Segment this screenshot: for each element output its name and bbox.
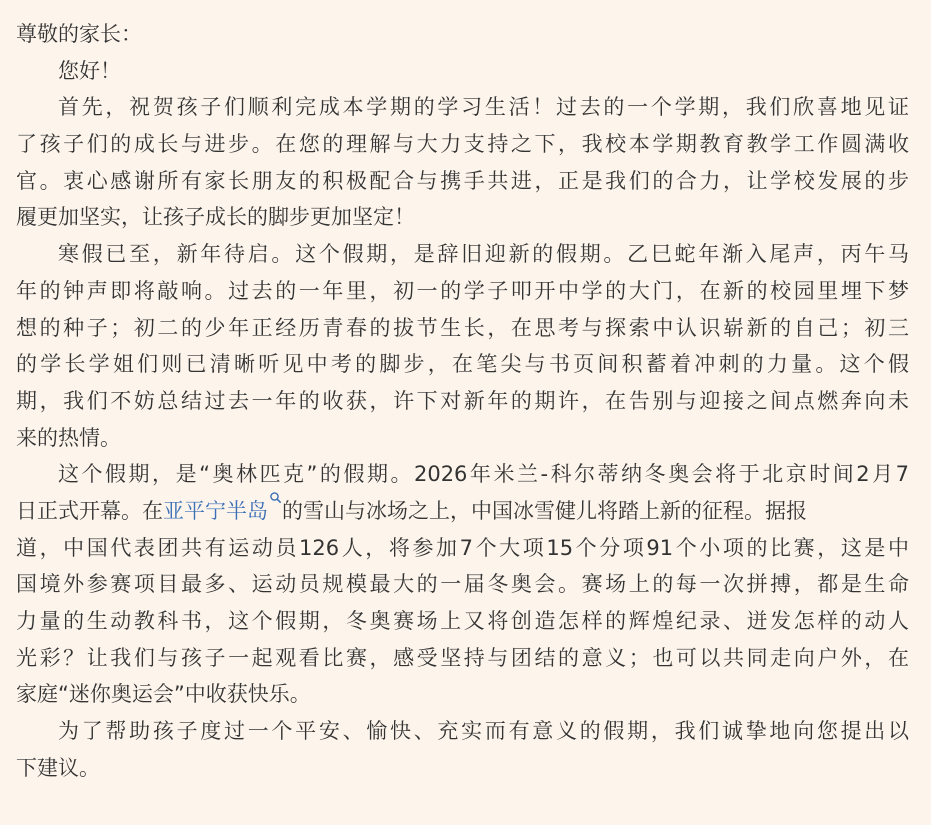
- paragraph-suggestions: [16, 713, 909, 786]
- paragraph-winter-break: [16, 236, 909, 456]
- paragraph-line: 力量的生动教科书，这个假期，冬奥赛场上又将创造怎样的辉煌纪录、迸发怎样的动人: [16, 609, 909, 633]
- paragraph-line: 期，我们不妨总结过去一年的收获，许下对新年的期许，在告别与迎接之间点燃奔向未: [16, 388, 909, 413]
- greeting: 您好！: [58, 58, 121, 83]
- paragraph-line: 家庭“迷你奥运会”中收获快乐。: [16, 682, 311, 707]
- paragraph-congratulations: [16, 89, 909, 236]
- paragraph-line-with-link: [16, 493, 909, 530]
- paragraph-line: 国境外参赛项目最多、运动员规模最大的一届冬奥会。赛场上的每一次拼搏，都是生命: [16, 572, 909, 597]
- search-icon[interactable]: [269, 491, 282, 509]
- paragraph-line: 的学长学姐们则已清晰听见中考的脚步，在笔尖与书页间积蓄着冲刺的力量。这个假: [16, 352, 909, 377]
- paragraph-text: 的雪山与冰场之上，中国冰雪健儿将踏上新的征程。据报: [282, 498, 807, 523]
- paragraph-line: 年的钟声即将敲响。过去的一年里，初一的学子叩开中学的大门，在新的校园里埋下梦: [16, 278, 909, 303]
- paragraph-line: 了孩子们的成长与进步。在您的理解与大力支持之下，我校本学期教育教学工作圆满收: [16, 132, 909, 157]
- paragraph-line: 为了帮助孩子度过一个平安、愉快、充实而有意义的假期，我们诚挚地向您提出以: [58, 719, 909, 744]
- paragraph-line: 这个假期，是“奥林匹克”的假期。2026年米兰-科尔蒂纳冬奥会将于北京时间2月7: [58, 462, 909, 487]
- paragraph-line: 官。衷心感谢所有家长朋友的积极配合与携手共进，正是我们的合力，让学校发展的步: [16, 168, 909, 193]
- paragraph-line: 来的热情。: [16, 425, 121, 450]
- paragraph-line: 履更加坚实，让孩子成长的脚步更加坚定！: [16, 205, 415, 230]
- paragraph-line: 寒假已至，新年待启。这个假期，是辞旧迎新的假期。乙巳蛇年渐入尾声，丙午马: [58, 242, 909, 267]
- paragraph-text: 日正式开幕。在: [16, 498, 163, 523]
- paragraph-line: 道，中国代表团共有运动员126人，将参加7个大项15个分项91个小项的比赛，这是中: [16, 535, 909, 560]
- paragraph-line: 下建议。: [16, 755, 100, 780]
- link-text[interactable]: 亚平宁半岛: [163, 498, 268, 523]
- salutation: 尊敬的家长：: [16, 22, 142, 46]
- apennine-peninsula-link[interactable]: [163, 499, 282, 523]
- paragraph-line: 想的种子；初二的少年正经历青春的拔节生长，在思考与探索中认识崭新的自己；初三: [16, 315, 909, 340]
- paragraph-olympics: [16, 456, 909, 713]
- paragraph-line: 首先，祝贺孩子们顺利完成本学期的学习生活！过去的一个学期，我们欣喜地见证: [58, 95, 909, 120]
- paragraph-line: 光彩？让我们与孩子一起观看比赛，感受坚持与团结的意义；也可以共同走向户外，在: [16, 645, 909, 670]
